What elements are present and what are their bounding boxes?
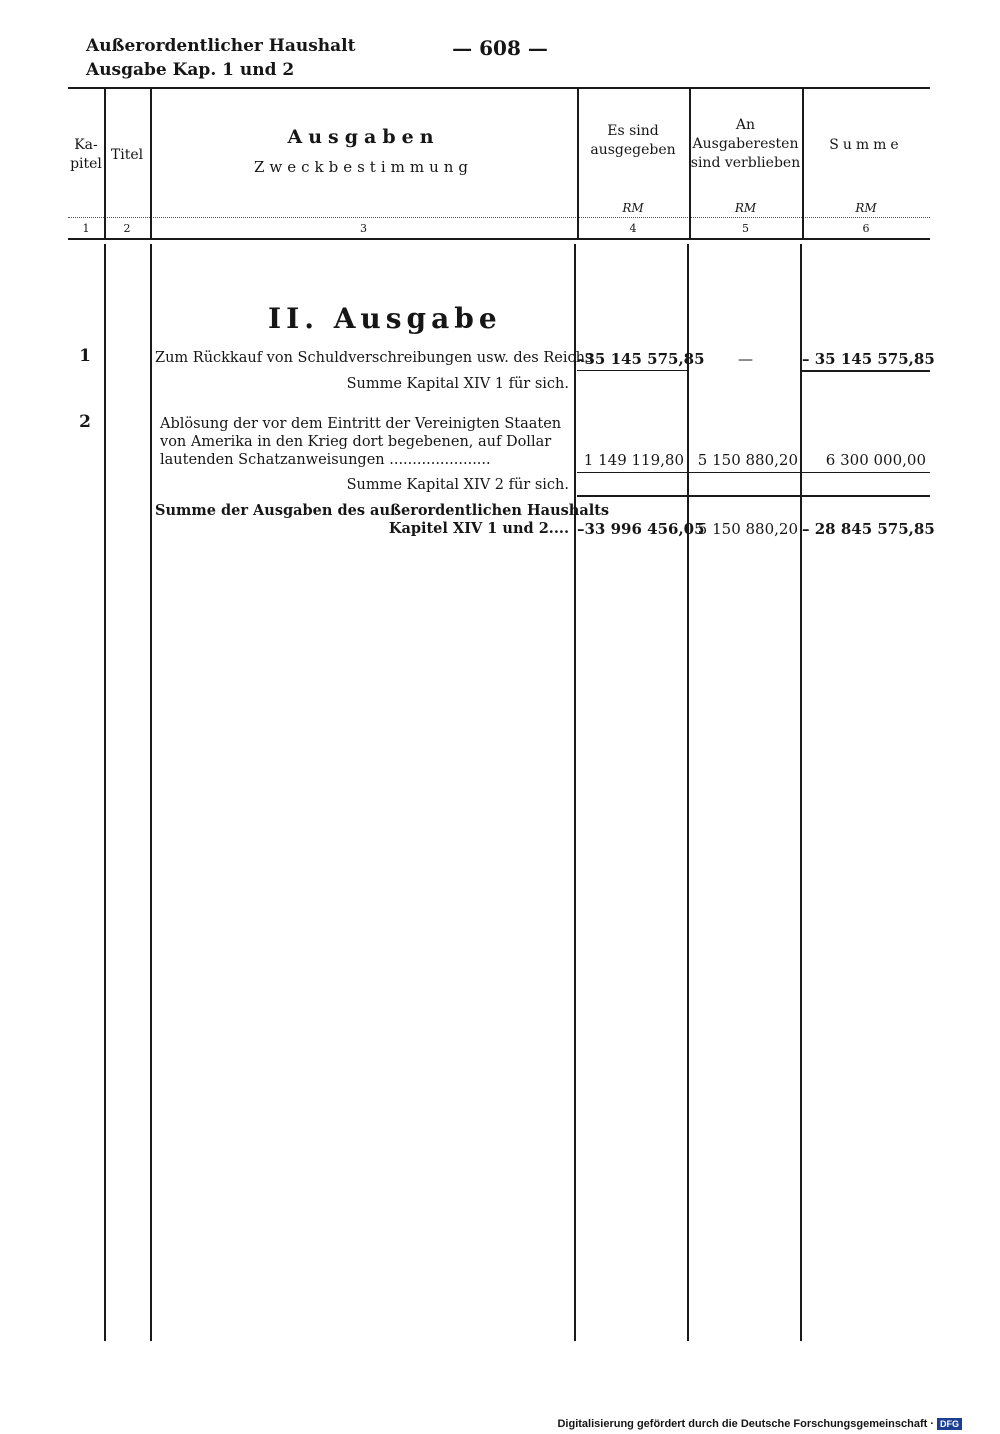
total-label-line-1: Summe der Ausgaben des außerordentlichen Haushalts (155, 502, 610, 519)
body-divider-5 (800, 244, 802, 1341)
col-header-ausgaben: Ausgaben (287, 126, 440, 148)
row-2-ausgegeben: 1 149 119,80 (583, 451, 684, 469)
row-2-summe-note: Summe Kapital XIV 2 für sich. (346, 477, 569, 493)
total-ausgegeben: –33 996 456,05 (577, 520, 705, 538)
col-header-kapitel: Ka- pitel (70, 137, 102, 172)
col-number-3: 3 (360, 222, 367, 235)
total-summe: – 28 845 575,85 (802, 520, 935, 538)
col-number-2: 2 (123, 222, 131, 235)
row-2-summe: 6 300 000,00 (825, 451, 926, 469)
unit-col-6: RM (855, 201, 877, 215)
running-header-title: Außerordentlicher Haushalt (86, 36, 356, 56)
row-2-text-line-3: lautenden Schatzanweisungen ...................... (160, 452, 491, 468)
body-divider-4 (687, 244, 689, 1341)
header-divider-5 (802, 87, 804, 238)
col-number-6: 6 (862, 222, 870, 235)
unit-col-4: RM (622, 201, 644, 215)
section-title: II. Ausgabe (268, 302, 502, 335)
body-divider-3 (574, 244, 576, 1341)
row-1-reste: — (738, 350, 753, 368)
row-2-kapitel: 2 (79, 412, 91, 432)
col-header-ausgabereste: An Ausgaberesten sind verblieben (690, 117, 801, 171)
table-top-rule (68, 87, 930, 89)
total-label-line-2: Kapitel XIV 1 und 2.... (388, 520, 569, 537)
page-number: — 608 — (452, 36, 548, 60)
col-number-5: 5 (742, 222, 749, 235)
row-2-reste: 5 150 880,20 (697, 451, 798, 469)
header-bottom-rule (68, 238, 930, 240)
total-reste: 5 150 880,20 (697, 520, 798, 538)
unit-col-5: RM (734, 201, 757, 215)
body-divider-2 (150, 244, 152, 1341)
row-2-text-line-1: Ablösung der vor dem Eintritt der Vereinigten Staaten (160, 416, 562, 432)
col-header-ausgegeben: Es sind ausgegeben (590, 123, 676, 158)
col-header-zweckbestimmung: Zweckbestimmung (253, 158, 473, 176)
running-header-subtitle: Ausgabe Kap. 1 und 2 (86, 60, 295, 80)
header-dotted-rule (68, 217, 930, 218)
row-1-summe: – 35 145 575,85 (802, 350, 935, 368)
row-1-kapitel: 1 (79, 346, 91, 366)
col-number-1: 1 (82, 222, 90, 235)
row-2-text-line-2: von Amerika in den Krieg dort begebenen, auf Dollar (160, 434, 552, 450)
row-2-rule (577, 472, 930, 473)
row-1-ausgegeben: –35 145 575,85 (577, 350, 705, 368)
header-divider-3 (577, 87, 579, 238)
digitization-footer (557, 1418, 962, 1430)
footer-text: Digitalisierung gefördert durch die Deutsche Forschungsgemeinschaft · (557, 1418, 934, 1430)
row-1-rule-4 (577, 370, 687, 371)
col-header-titel: Titel (110, 147, 144, 163)
total-top-rule (577, 495, 930, 497)
col-header-summe: Summe (829, 137, 903, 153)
col-number-4: 4 (629, 222, 637, 235)
body-divider-1 (104, 244, 106, 1341)
dfg-logo: DFG (937, 1418, 962, 1430)
row-1-summe-note: Summe Kapital XIV 1 für sich. (346, 376, 569, 392)
row-1-rule-6 (802, 370, 930, 372)
row-1-text: Zum Rückkauf von Schuldverschreibungen usw. des Reichs (155, 350, 593, 366)
